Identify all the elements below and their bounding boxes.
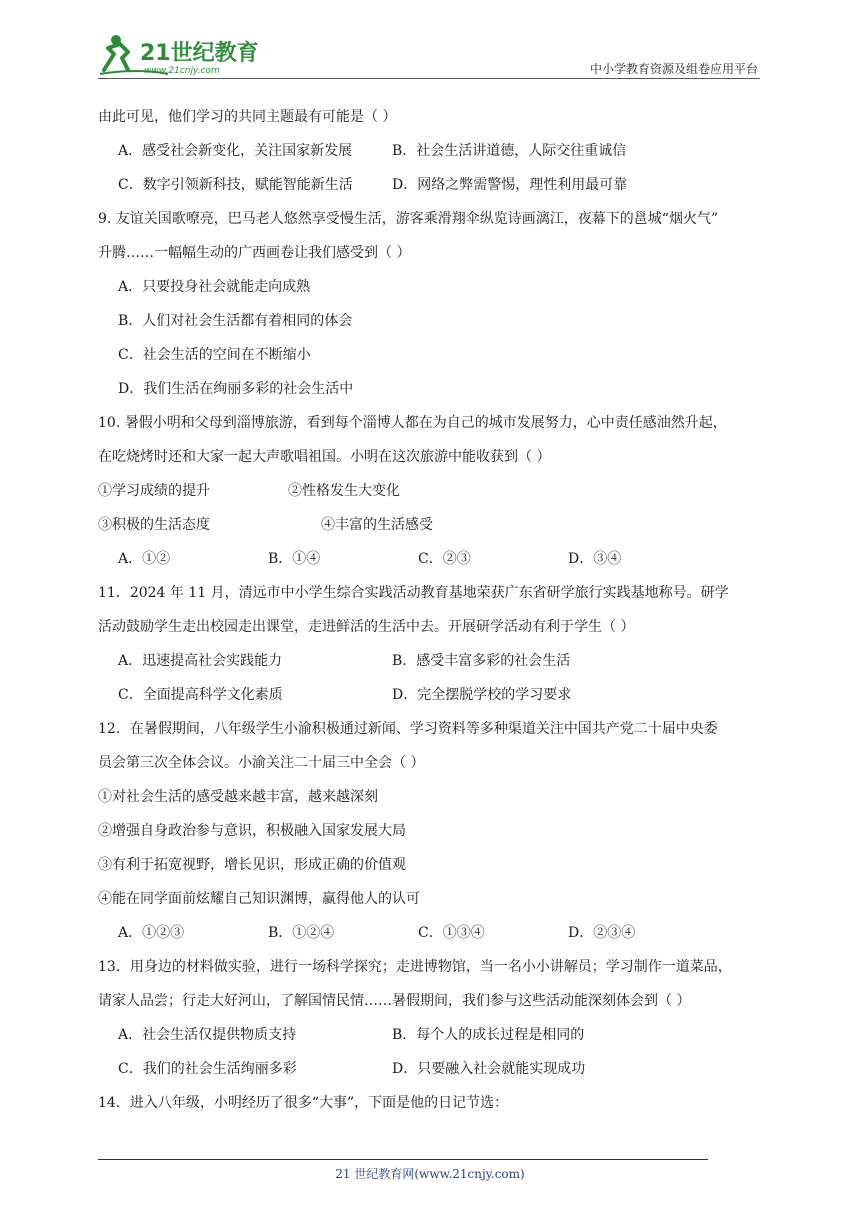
platform-name: 中小学教育资源及组卷应用平台: [589, 62, 758, 76]
q9-stem-line2: 升腾……一幅幅生动的广西画卷让我们感受到（ ）: [98, 245, 411, 261]
site-logo: [98, 30, 268, 78]
q9-stem-line1: 9. 友谊关国歌嘹亮，巴马老人悠然享受慢生活，游客乘滑翔伞纵览诗画漓江，夜幕下的邕城“烟火气”: [98, 211, 719, 227]
q9-option-b[interactable]: B．人们对社会生活都有着相同的体会: [118, 313, 353, 329]
q10-statements-row2: [98, 508, 768, 542]
q10-option-a[interactable]: A．①②: [118, 551, 171, 567]
q8-stem: 由此可见，他们学习的共同主题最有可能是（ ）: [98, 109, 397, 125]
q8-option-b[interactable]: B．社会生活讲道德，人际交往重诚信: [392, 143, 627, 159]
q12-options: [98, 916, 768, 950]
q10-options: [98, 542, 768, 576]
q12-statement-1: ①对社会生活的感受越来越丰富，越来越深刻: [98, 789, 378, 805]
q11-option-c[interactable]: C．全面提高科学文化素质: [118, 687, 283, 703]
q12-option-c[interactable]: C．①③④: [418, 925, 485, 941]
q10-option-c[interactable]: C．②③: [418, 551, 471, 567]
q10-statement-4: ④丰富的生活感受: [321, 517, 433, 533]
svg-text:21世纪教育: 21世纪教育: [140, 41, 259, 66]
q12-stem-line2: 员会第三次全体会议。小渝关注二十届三中全会（ ）: [98, 755, 425, 771]
q11-option-a[interactable]: A．迅速提高社会实践能力: [118, 653, 283, 669]
q10-option-b[interactable]: B．①④: [268, 551, 321, 567]
q11-options-row1: [98, 644, 768, 678]
question-list: [98, 100, 768, 1120]
q9-option-a[interactable]: A．只要投身社会就能走向成熟: [118, 279, 311, 295]
q8-option-a[interactable]: A．感受社会新变化，关注国家新发展: [118, 143, 353, 159]
q11-option-b[interactable]: B．感受丰富多彩的社会生活: [392, 653, 571, 669]
q12-statement-3: ③有利于拓宽视野，增长见识，形成正确的价值观: [98, 857, 406, 873]
q8-option-c[interactable]: C．数字引领新科技，赋能智能新生活: [118, 177, 353, 193]
q9-option-c[interactable]: C．社会生活的空间在不断缩小: [118, 347, 311, 363]
q10-statement-2: ②性格发生大变化: [288, 483, 400, 499]
q10-option-d[interactable]: D．③④: [568, 551, 622, 567]
page-footer: 21 世纪教育网(www.21cnjy.com): [335, 1167, 525, 1181]
q10-stem-line1: 10. 暑假小明和父母到淄博旅游，看到每个淄博人都在为自己的城市发展努力，心中责任感油然升起，: [98, 415, 727, 431]
q13-options-row1: [98, 1018, 768, 1052]
q12-option-d[interactable]: D．②③④: [568, 925, 636, 941]
q13-stem-line2: 请家人品尝；行走大好河山，了解国情民情……暑假期间，我们参与这些活动能深刻体会到（ ）: [98, 993, 691, 1009]
q13-option-a[interactable]: A．社会生活仅提供物质支持: [118, 1027, 297, 1043]
q12-option-a[interactable]: A．①②③: [118, 925, 185, 941]
q13-options-row2: [98, 1052, 768, 1086]
q12-statement-2: ②增强自身政治参与意识，积极融入国家发展大局: [98, 823, 406, 839]
q10-statements-row1: [98, 474, 768, 508]
q12-stem-line1: 12．在暑假期间，八年级学生小渝积极通过新闻、学习资料等多种渠道关注中国共产党二十届中央委: [98, 721, 718, 737]
q11-options-row2: [98, 678, 768, 712]
q12-statement-4: ④能在同学面前炫耀自己知识渊博，赢得他人的认可: [98, 891, 420, 907]
svg-text:www.21cnjy.com: www.21cnjy.com: [144, 66, 220, 76]
q13-stem-line1: 13．用身边的材料做实验，进行一场科学探究；走进博物馆，当一名小小讲解员；学习制作一道菜品，: [98, 959, 732, 975]
q9-option-d[interactable]: D．我们生活在绚丽多彩的社会生活中: [118, 381, 354, 397]
header-divider: [98, 78, 760, 79]
q11-option-d[interactable]: D．完全摆脱学校的学习要求: [392, 687, 572, 703]
q11-stem-line1: 11．2024 年 11 月，清远市中小学生综合实践活动教育基地荣获广东省研学旅行实践基地称号。研学: [98, 585, 729, 601]
q10-stem-line2: 在吃烧烤时还和大家一起大声歌唱祖国。小明在这次旅游中能收获到（ ）: [98, 449, 551, 465]
q14-stem-line1: 14．进入八年级，小明经历了很多“大事”，下面是他的日记节选：: [98, 1095, 509, 1111]
q13-option-c[interactable]: C．我们的社会生活绚丽多彩: [118, 1061, 297, 1077]
q13-option-d[interactable]: D．只要融入社会就能实现成功: [392, 1061, 586, 1077]
q11-stem-line2: 活动鼓励学生走出校园走出课堂，走进鲜活的生活中去。开展研学活动有利于学生（ ）: [98, 619, 635, 635]
q12-option-b[interactable]: B．①②④: [268, 925, 335, 941]
page-header: [98, 30, 758, 82]
q13-option-b[interactable]: B．每个人的成长过程是相同的: [392, 1027, 585, 1043]
q8-option-d[interactable]: D．网络之弊需警惕，理性利用最可靠: [392, 177, 628, 193]
q8-options-row1: [98, 134, 768, 168]
q10-statement-1: ①学习成绩的提升: [98, 483, 210, 499]
footer-divider: [98, 1159, 708, 1160]
q10-statement-3: ③积极的生活态度: [98, 517, 210, 533]
q8-options-row2: [98, 168, 768, 202]
